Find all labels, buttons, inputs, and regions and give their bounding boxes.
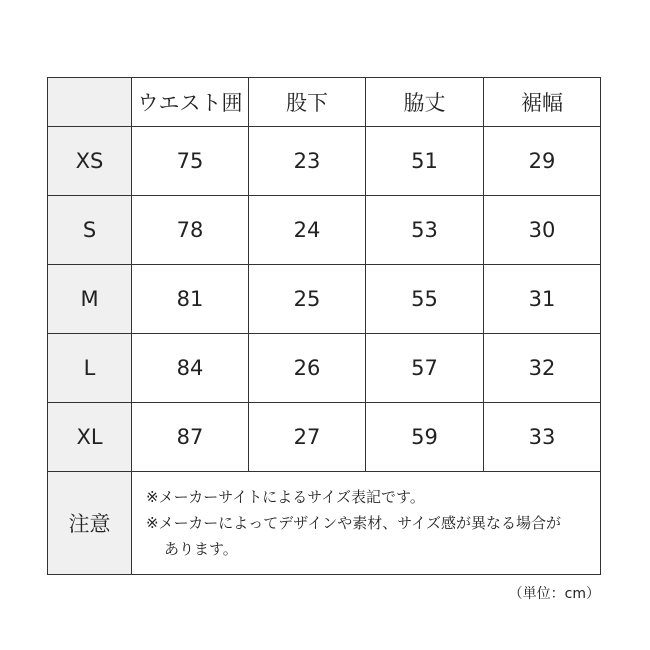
side-length-value: 57 xyxy=(366,334,484,403)
header-row xyxy=(48,78,601,127)
note-line: ※メーカーサイトによるサイズ表記です。 xyxy=(146,488,425,506)
table-row xyxy=(48,127,601,196)
notes-row xyxy=(48,472,601,575)
header-waist: ウエスト囲 xyxy=(132,78,249,127)
waist-value: 84 xyxy=(132,334,249,403)
note-line: ※メーカーによってデザインや素材、サイズ感が異なる場合が xyxy=(146,514,562,532)
waist-value: 87 xyxy=(132,403,249,472)
inseam-value: 26 xyxy=(249,334,366,403)
size-label: M xyxy=(48,265,132,334)
hem-width-value: 33 xyxy=(484,403,601,472)
unit-label: （単位：cm） xyxy=(508,586,600,602)
inseam-value: 24 xyxy=(249,196,366,265)
table-row xyxy=(48,196,601,265)
table-row xyxy=(48,265,601,334)
table-row xyxy=(48,403,601,472)
side-length-value: 51 xyxy=(366,127,484,196)
side-length-value: 55 xyxy=(366,265,484,334)
hem-width-value: 30 xyxy=(484,196,601,265)
header-hem-width: 裾幅 xyxy=(484,78,601,127)
corner-cell xyxy=(48,78,132,127)
waist-value: 75 xyxy=(132,127,249,196)
hem-width-value: 32 xyxy=(484,334,601,403)
size-label: L xyxy=(48,334,132,403)
notes-label: 注意 xyxy=(48,472,132,575)
inseam-value: 25 xyxy=(249,265,366,334)
waist-value: 78 xyxy=(132,196,249,265)
size-label: XS xyxy=(48,127,132,196)
hem-width-value: 29 xyxy=(484,127,601,196)
header-side-length: 脇丈 xyxy=(366,78,484,127)
hem-width-value: 31 xyxy=(484,265,601,334)
inseam-value: 23 xyxy=(249,127,366,196)
table-row xyxy=(48,334,601,403)
size-chart-table xyxy=(47,77,601,575)
side-length-value: 59 xyxy=(366,403,484,472)
waist-value: 81 xyxy=(132,265,249,334)
inseam-value: 27 xyxy=(249,403,366,472)
size-label: S xyxy=(48,196,132,265)
note-line: あります。 xyxy=(164,540,238,558)
size-label: XL xyxy=(48,403,132,472)
side-length-value: 53 xyxy=(366,196,484,265)
header-inseam: 股下 xyxy=(249,78,366,127)
notes-body xyxy=(132,472,601,575)
